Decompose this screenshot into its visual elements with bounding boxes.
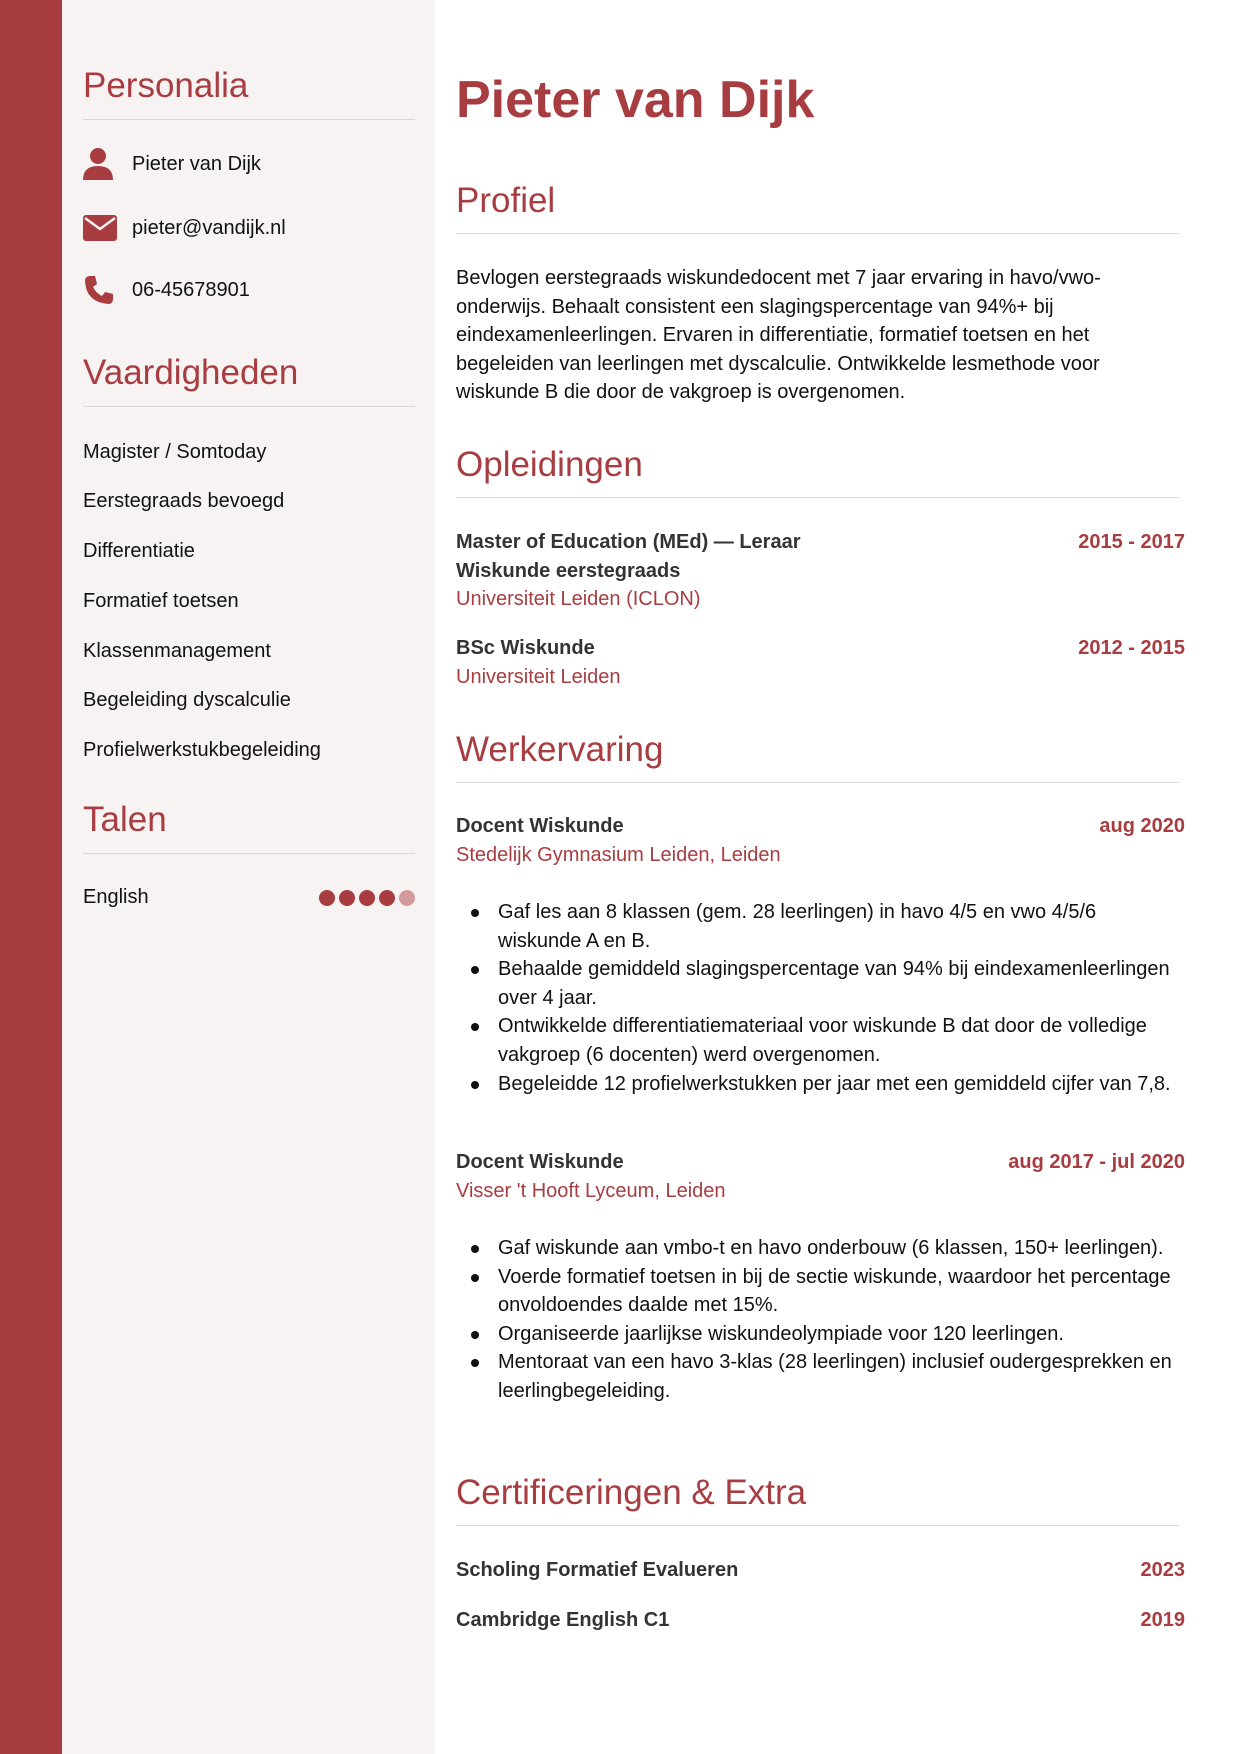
divider	[456, 782, 1179, 783]
certification-year: 2019	[1140, 1609, 1185, 1631]
education-dates: 2012 - 2015	[1078, 637, 1185, 659]
language-name: English	[83, 886, 149, 908]
bullet-item: Mentoraat van een havo 3-klas (28 leerlingen) inclusief oudergesprekken en leerlingbegeleiding.	[456, 1348, 1179, 1405]
language-row	[83, 886, 415, 909]
bullet-item: Ontwikkelde differentiatiemateriaal voor wiskunde B dat door de volledige vakgroep (6 docenten) werd overgenomen.	[456, 1012, 1179, 1069]
contact-phone[interactable]: 06-45678901	[132, 278, 250, 301]
profile-text: Bevlogen eerstegraads wiskundedocent met 7 jaar ervaring in havo/vwo-onderwijs. Behaalt consistent een slagingspercentage van 94%+ bij eindexamenleerlingen. Ervaren in differentiatie, formatief toetsen en het begeleiden van leerlingen met dyscalculie. Ontwikkelde lesmethode voor wiskunde B die door de vakgroep is overgenomen.	[456, 267, 1101, 404]
experience-heading: Werkervaring	[456, 730, 664, 769]
profile-heading: Profiel	[456, 181, 556, 220]
job-employer: Stedelijk Gymnasium Leiden, Leiden	[456, 844, 781, 866]
languages-section	[83, 802, 415, 854]
level-dot-empty	[399, 890, 415, 906]
skill-item: Differentiatie	[83, 540, 195, 562]
divider	[83, 406, 415, 407]
contact-name-row	[83, 146, 261, 182]
education-title: Master of Education (MEd) — Leraar Wiskunde eerstegraads	[456, 531, 801, 582]
bullet-item: Organiseerde jaarlijkse wiskundeolympiade voor 120 leerlingen.	[456, 1320, 1179, 1349]
phone-icon	[83, 273, 117, 307]
languages-heading: Talen	[83, 800, 167, 839]
skills-heading: Vaardigheden	[83, 353, 299, 392]
level-dot-filled	[339, 890, 355, 906]
contact-name: Pieter van Dijk	[132, 152, 261, 175]
bullet-item: Voerde formatief toetsen in bij de sectie wiskunde, waardoor het percentage onvoldoendes daalde met 15%.	[456, 1263, 1179, 1320]
divider	[83, 119, 415, 120]
education-dates: 2015 - 2017	[1078, 531, 1185, 553]
job-employer: Visser 't Hooft Lyceum, Leiden	[456, 1180, 726, 1202]
job-bullets	[456, 1234, 1179, 1406]
candidate-name: Pieter van Dijk	[456, 71, 815, 129]
job-title: Docent Wiskunde	[456, 1151, 624, 1173]
certifications-heading: Certificeringen & Extra	[456, 1473, 807, 1512]
skills-section	[83, 355, 415, 407]
education-school: Universiteit Leiden	[456, 666, 621, 688]
divider	[456, 497, 1179, 498]
job-dates: aug 2020	[1099, 815, 1185, 837]
skill-item: Klassenmanagement	[83, 640, 271, 662]
language-level-dots	[319, 890, 415, 906]
contact-email[interactable]: pieter@vandijk.nl	[132, 216, 286, 239]
envelope-icon	[83, 211, 117, 245]
level-dot-filled	[359, 890, 375, 906]
education-title: BSc Wiskunde	[456, 637, 595, 659]
personalia-section	[83, 68, 415, 120]
bullet-item: Begeleidde 12 profielwerkstukken per jaar met een gemiddeld cijfer van 7,8.	[456, 1070, 1179, 1099]
accent-stripe	[0, 0, 62, 1754]
bullet-item: Gaf les aan 8 klassen (gem. 28 leerlingen) in havo 4/5 en vwo 4/5/6 wiskunde A en B.	[456, 898, 1179, 955]
education-heading: Opleidingen	[456, 445, 643, 484]
education-school: Universiteit Leiden (ICLON)	[456, 588, 701, 610]
divider	[83, 853, 415, 854]
divider	[456, 1525, 1179, 1526]
certification-title: Scholing Formatief Evalueren	[456, 1559, 739, 1581]
job-dates: aug 2017 - jul 2020	[1008, 1151, 1185, 1173]
bullet-item: Gaf wiskunde aan vmbo-t en havo onderbouw (6 klassen, 150+ leerlingen).	[456, 1234, 1179, 1263]
contact-email-row	[83, 210, 286, 246]
contact-phone-row	[83, 272, 250, 308]
job-bullets	[456, 898, 1179, 1098]
level-dot-filled	[379, 890, 395, 906]
personalia-heading: Personalia	[83, 66, 249, 105]
level-dot-filled	[319, 890, 335, 906]
user-icon	[83, 147, 117, 181]
certification-year: 2023	[1140, 1559, 1185, 1581]
divider	[456, 233, 1179, 234]
certification-title: Cambridge English C1	[456, 1609, 670, 1631]
skill-item: Magister / Somtoday	[83, 441, 267, 463]
skill-item: Begeleiding dyscalculie	[83, 689, 291, 711]
job-title: Docent Wiskunde	[456, 815, 624, 837]
skill-item: Profielwerkstukbegeleiding	[83, 739, 321, 761]
main-content	[435, 0, 1241, 1754]
skill-item: Formatief toetsen	[83, 590, 239, 612]
sidebar	[62, 0, 435, 1754]
skill-item: Eerstegraads bevoegd	[83, 490, 285, 512]
bullet-item: Behaalde gemiddeld slagingspercentage van 94% bij eindexamenleerlingen over 4 jaar.	[456, 955, 1179, 1012]
